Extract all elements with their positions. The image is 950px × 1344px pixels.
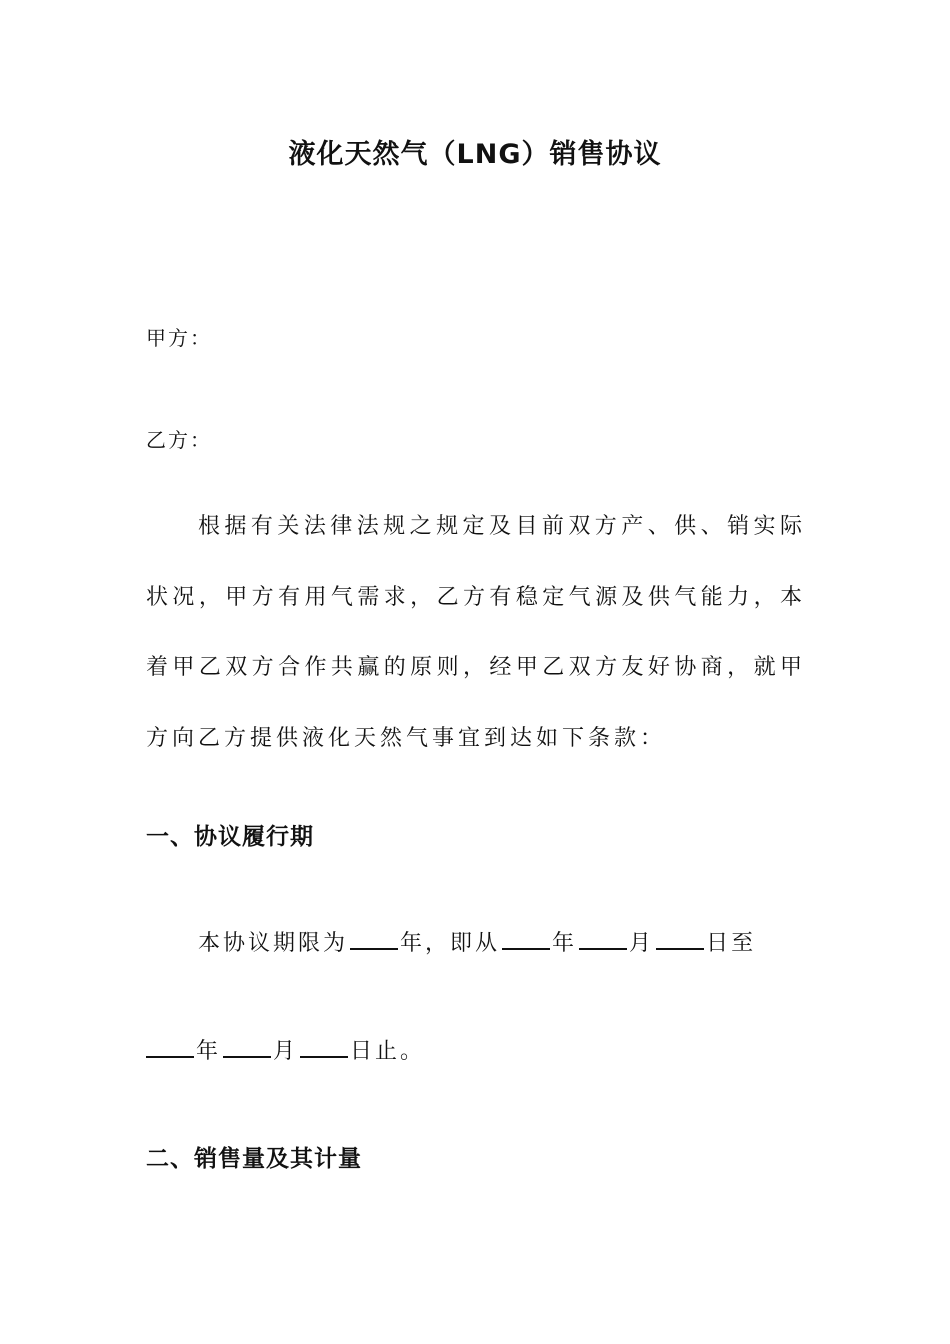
party-b-label: 乙方： (146, 428, 212, 452)
term-text-3: 年 (552, 931, 578, 956)
term-text-1: 本协议期限为 (198, 931, 349, 956)
term-text-5: 日至 (706, 931, 757, 956)
term-text-2: 年，即从 (400, 931, 501, 956)
blank-end-year[interactable] (146, 1036, 194, 1058)
term-line-1 (198, 926, 756, 957)
blank-years[interactable] (350, 928, 398, 950)
section-1-heading: 一、协议履行期 (146, 824, 314, 850)
blank-start-day[interactable] (656, 928, 704, 950)
party-a-label: 甲方： (146, 326, 212, 350)
term-text-6: 年 (196, 1039, 222, 1064)
blank-end-day[interactable] (300, 1036, 348, 1058)
term-text-7: 月 (273, 1039, 299, 1064)
term-line-2 (144, 1034, 425, 1065)
section-2-heading: 二、销售量及其计量 (146, 1146, 362, 1172)
blank-start-month[interactable] (579, 928, 627, 950)
term-text-4: 月 (629, 931, 655, 956)
document-title: 液化天然气（LNG）销售协议 (288, 139, 662, 170)
blank-start-year[interactable] (502, 928, 550, 950)
term-text-8: 日止。 (350, 1039, 426, 1064)
blank-end-month[interactable] (223, 1036, 271, 1058)
preamble-paragraph: 根据有关法律法规之规定及目前双方产、供、销实际状况，甲方有用气需求，乙方有稳定气源及供气能力，本着甲乙双方合作共赢的原则，经甲乙双方友好协商，就甲方向乙方提供液化天然气事宜到达如下条款： (146, 514, 806, 751)
